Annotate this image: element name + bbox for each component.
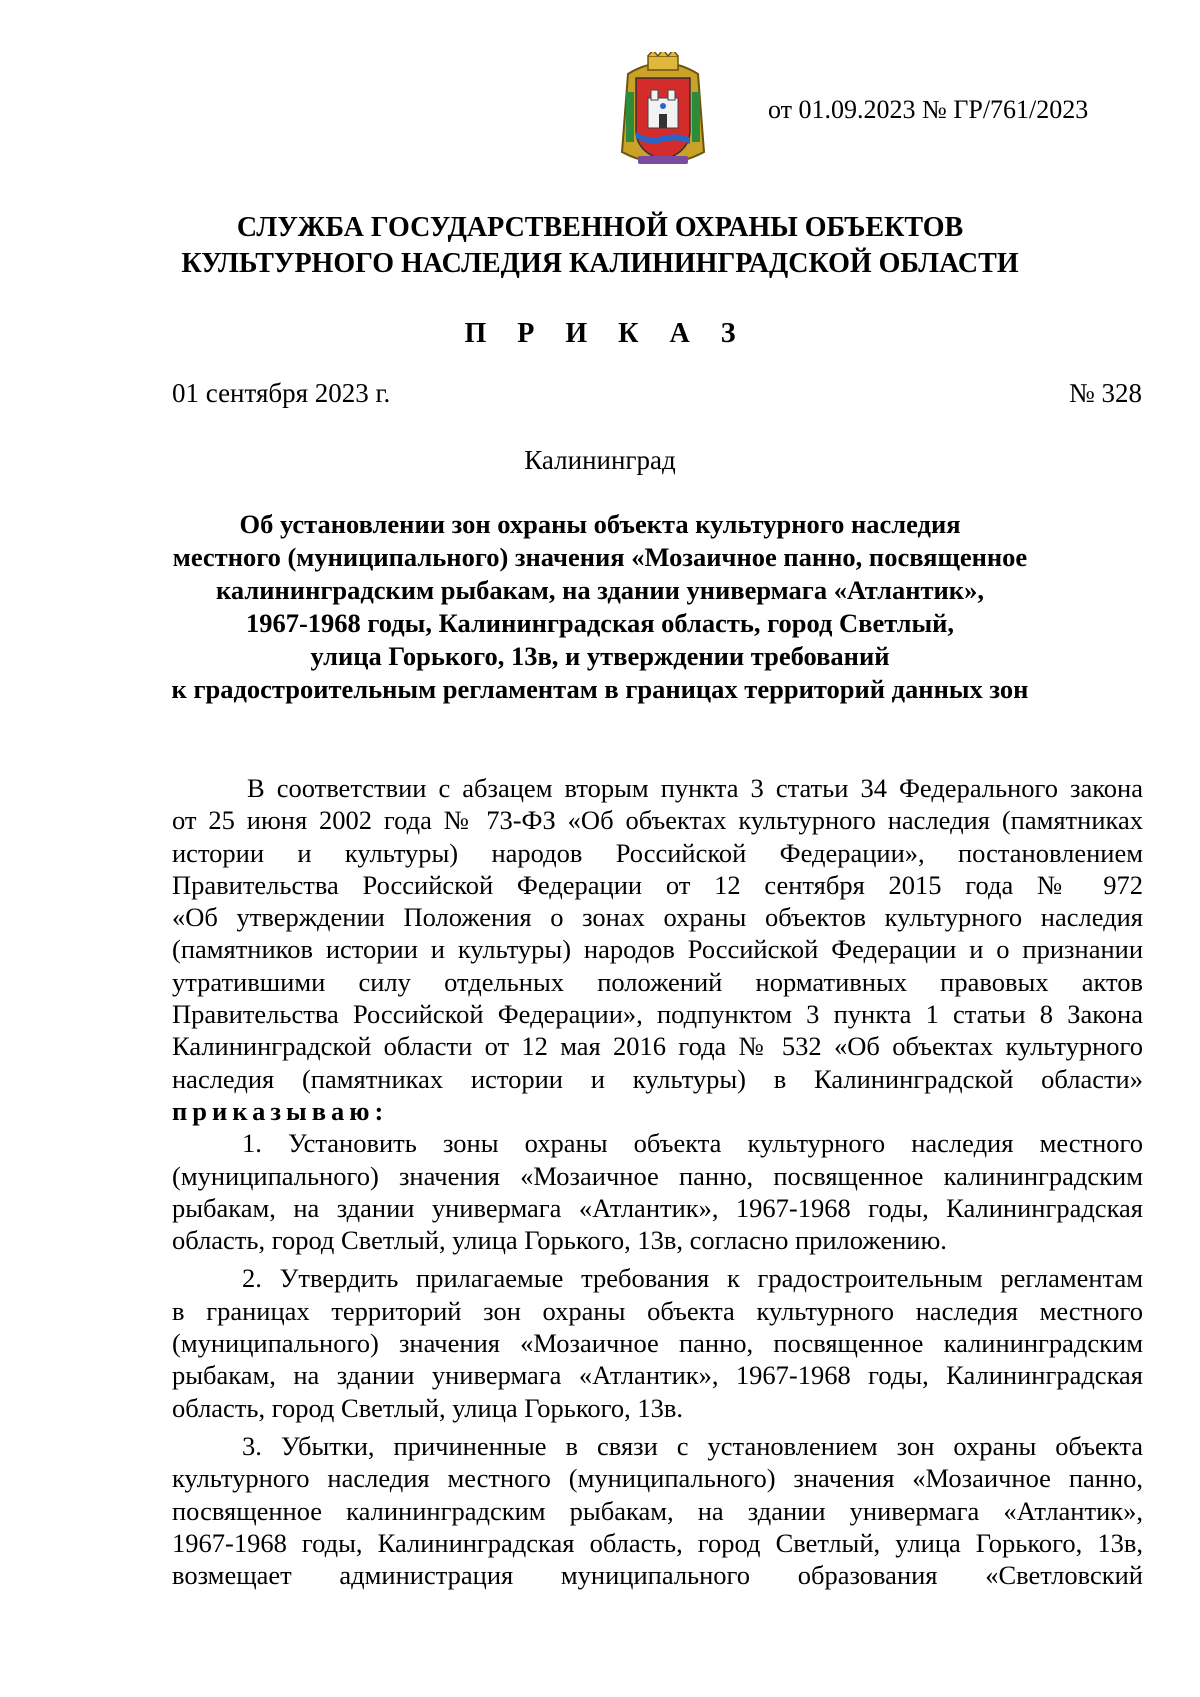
item3-line: 3. Убытки, причиненные в связи с установлением зон охраны объекта	[242, 1430, 1143, 1461]
item3-line: возмещает администрация муниципального образования «Светловский	[172, 1560, 1143, 1591]
item2-line: область, город Светлый, улица Горького, 13в.	[172, 1392, 683, 1423]
agency-title	[0, 210, 1200, 282]
coat-of-arms-icon	[618, 52, 708, 172]
preamble-line: истории и культуры) народов Российской Федерации», постановлением	[172, 837, 1143, 868]
item2-line: 2. Утвердить прилагаемые требования к градостроительным регламентам	[242, 1263, 1143, 1294]
subject-line: 1967-1968 годы, Калининградская область, город Светлый,	[245, 608, 955, 638]
subject-line: калининградским рыбакам, на здании универмага «Атлантик»,	[216, 575, 984, 605]
item3-line: культурного наследия местного (муниципального) значения «Мозаичное панно,	[172, 1463, 1143, 1494]
document-subject	[0, 508, 1200, 706]
preamble-line: утратившими силу отдельных положений нормативных правовых актов	[172, 966, 1143, 997]
subject-line: улица Горького, 13в, и утверждении требований	[310, 641, 890, 671]
preamble-line: В соответствии с абзацем вторым пункта 3 статьи 34 Федерального закона	[247, 773, 1143, 803]
agency-title-line: КУЛЬТУРНОГО НАСЛЕДИЯ КАЛИНИНГРАДСКОЙ ОБЛАСТИ	[181, 248, 1019, 279]
item3-line: посвященное калининградским рыбакам, на здании универмага «Атлантик»,	[172, 1495, 1143, 1526]
preamble-line: Калининградской области от 12 мая 2016 года № 532 «Об объектах культурного	[172, 1031, 1143, 1062]
document-number: № 328	[1068, 378, 1142, 408]
order-word: приказываю:	[172, 1095, 389, 1126]
subject-line: к градостроительным регламентам в границах территорий данных зон	[171, 674, 1029, 704]
item1-line: рыбакам, на здании универмага «Атлантик», 1967-1968 годы, Калининградская	[172, 1192, 1143, 1223]
registration-number: от 01.09.2023 № ГР/761/2023	[768, 95, 1089, 124]
preamble-line: от 25 июня 2002 года № 73-ФЗ «Об объектах культурного наследия (памятниках	[172, 805, 1143, 836]
preamble-line: Правительства Российской Федерации от 12 сентября 2015 года № 972	[172, 869, 1143, 900]
item2-line: рыбакам, на здании универмага «Атлантик», 1967-1968 годы, Калининградская	[172, 1360, 1143, 1391]
item2-line: (муниципального) значения «Мозаичное панно, посвященное калининградским	[172, 1328, 1143, 1359]
subject-line: Об установлении зон охраны объекта культурного наследия	[239, 509, 961, 539]
item1-line: 1. Установить зоны охраны объекта культурного наследия местного	[242, 1128, 1143, 1159]
agency-title-line: СЛУЖБА ГОСУДАРСТВЕННОЙ ОХРАНЫ ОБЪЕКТОВ	[236, 212, 964, 243]
item1-line: область, город Светлый, улица Горького, 13в, согласно приложению.	[172, 1225, 947, 1256]
item2-line: в границах территорий зон охраны объекта культурного наследия местного	[172, 1295, 1143, 1326]
subject-line: местного (муниципального) значения «Мозаичное панно, посвященное	[172, 542, 1028, 572]
document-city: Калининград	[524, 445, 676, 475]
preamble-line: «Об утверждении Положения о зонах охраны объектов культурного наследия	[172, 902, 1143, 933]
item3-line: 1967-1968 годы, Калининградская область, город Светлый, улица Горького, 13в,	[172, 1527, 1143, 1558]
preamble-line: наследия (памятниках истории и культуры) в Калининградской области»	[172, 1063, 1143, 1094]
document-type: П Р И К А З	[464, 318, 748, 349]
preamble-line: Правительства Российской Федерации», подпунктом 3 пункта 1 статьи 8 Закона	[172, 999, 1143, 1030]
item1-line: (муниципального) значения «Мозаичное панно, посвященное калининградским	[172, 1160, 1143, 1191]
document-date: 01 сентября 2023 г.	[172, 378, 391, 408]
order-line	[172, 1095, 1143, 1127]
document-body	[172, 772, 1143, 1591]
preamble-line: (памятников истории и культуры) народов Российской Федерации и о признании	[172, 934, 1143, 965]
